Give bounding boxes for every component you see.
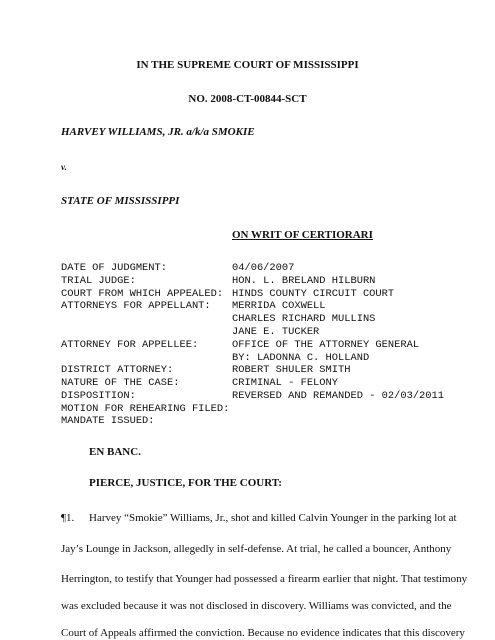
- versus-label: v.: [61, 162, 67, 172]
- detail-value: OFFICE OF THE ATTORNEY GENERAL: [232, 339, 420, 351]
- detail-label: COURT FROM WHICH APPEALED:: [61, 288, 224, 300]
- detail-label: NATURE OF THE CASE:: [61, 377, 180, 389]
- detail-label: MOTION FOR REHEARING FILED:: [61, 403, 230, 415]
- detail-label: ATTORNEY FOR APPELLEE:: [61, 339, 199, 351]
- paragraph-line: Herrington, to testify that Younger had possessed a firearm earlier that night. That testimony: [61, 573, 468, 585]
- detail-value: ROBERT SHULER SMITH: [232, 364, 351, 376]
- appellant-name: HARVEY WILLIAMS, JR. a/k/a SMOKIE: [61, 126, 255, 138]
- writ-heading: ON WRIT OF CERTIORARI: [232, 229, 373, 241]
- detail-label: DISPOSITION:: [61, 390, 136, 402]
- detail-value: HON. L. BRELAND HILBURN: [232, 275, 376, 287]
- detail-value: HINDS COUNTY CIRCUIT COURT: [232, 288, 395, 300]
- appellee-name: STATE OF MISSISSIPPI: [61, 195, 180, 207]
- detail-value: JANE E. TUCKER: [232, 326, 320, 338]
- detail-label: DISTRICT ATTORNEY:: [61, 364, 174, 376]
- detail-label: DATE OF JUDGMENT:: [61, 262, 168, 274]
- opinion-author: PIERCE, JUSTICE, FOR THE COURT:: [89, 477, 282, 489]
- detail-label: TRIAL JUDGE:: [61, 275, 136, 287]
- detail-label: ATTORNEYS FOR APPELLANT:: [61, 300, 211, 312]
- detail-value: MERRIDA COXWELL: [232, 300, 326, 312]
- case-number: NO. 2008-CT-00844-SCT: [188, 93, 307, 105]
- paragraph-line: was excluded because it was not disclosed in discovery. Williams was convicted, and the: [61, 600, 452, 612]
- paragraph-number: ¶1.: [61, 512, 75, 524]
- detail-value: REVERSED AND REMANDED - 02/03/2011: [232, 390, 445, 402]
- detail-label: MANDATE ISSUED:: [61, 415, 155, 427]
- detail-value: 04/06/2007: [232, 262, 295, 274]
- court-name: IN THE SUPREME COURT OF MISSISSIPPI: [136, 59, 359, 71]
- paragraph-line: Court of Appeals affirmed the conviction. Because no evidence indicates that this discovery: [61, 627, 465, 639]
- paragraph-line: Harvey “Smokie” Williams, Jr., shot and killed Calvin Younger in the parking lot at: [89, 512, 457, 524]
- detail-value: CHARLES RICHARD MULLINS: [232, 313, 376, 325]
- paragraph-line: Jay’s Lounge in Jackson, allegedly in self-defense. At trial, he called a bouncer, Anthony: [61, 543, 452, 555]
- en-banc-heading: EN BANC.: [89, 446, 141, 458]
- detail-value: BY: LADONNA C. HOLLAND: [232, 352, 370, 364]
- detail-value: CRIMINAL - FELONY: [232, 377, 339, 389]
